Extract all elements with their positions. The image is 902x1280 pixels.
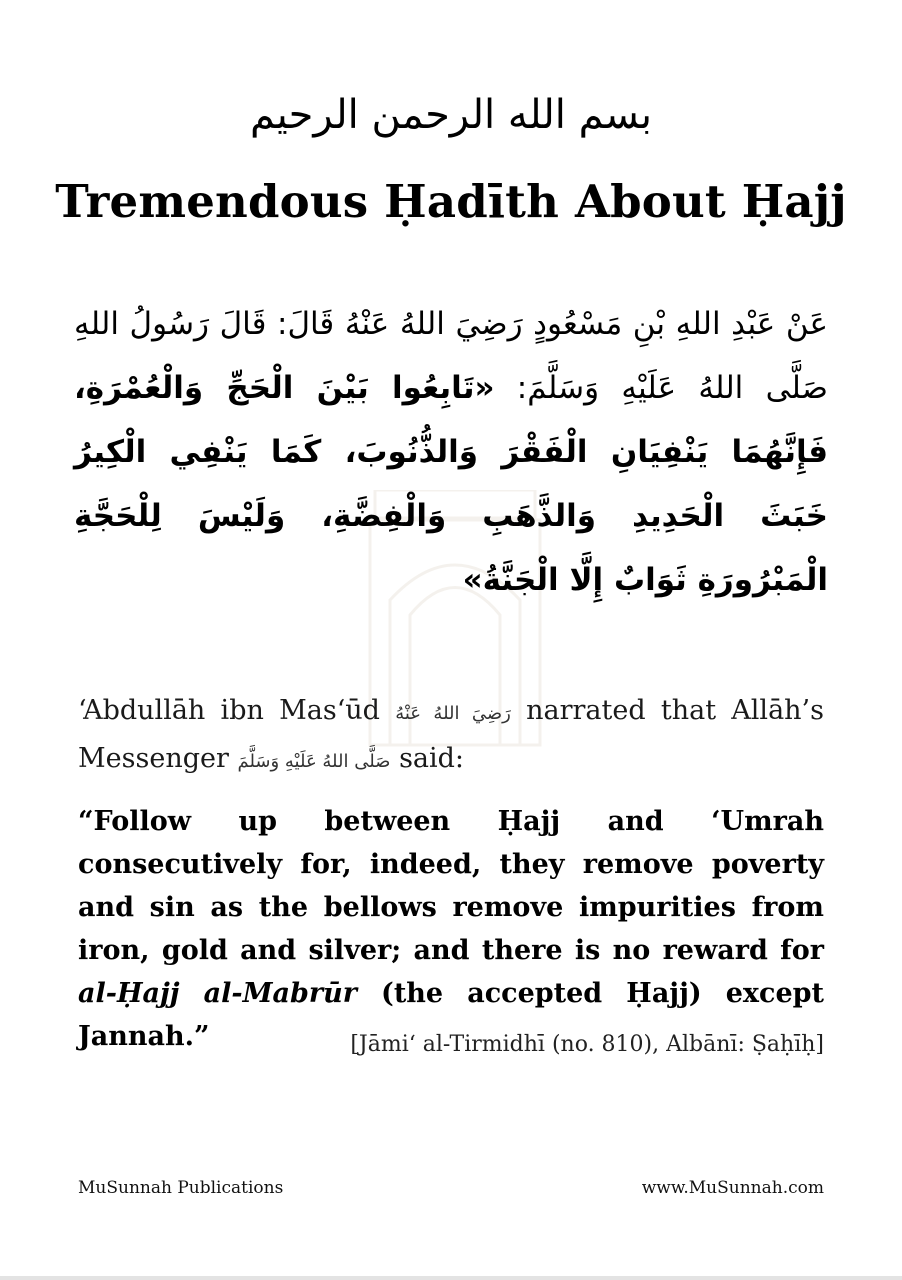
page-bottom-divider bbox=[0, 1276, 902, 1280]
hadith-text-part2: (the accepted Ḥajj) except Jannah.” bbox=[78, 978, 824, 1052]
said-text: said: bbox=[399, 743, 465, 774]
arabic-matn: «تَابِعُوا بَيْنَ الْحَجِّ وَالْعُمْرَةِ، فَإِنَّهُمَا يَنْفِيَانِ الْفَقْرَ وَالذُّنُوبَ، كَمَا يَنْفِي الْكِيرُ خَبَثَ الْحَدِيدِ وَالذَّهَبِ وَالْفِضَّةِ، وَلَيْسَ لِلْحَجَّةِ الْمَبْرُورَةِ ثَوَابٌ إِلَّا الْجَنَّةُ» bbox=[74, 370, 828, 598]
radiyallahu-anhu-honorific: رَضِيَ اللهُ عَنْهُ bbox=[395, 703, 511, 724]
narrator-text: ‘Abdullāh ibn Mas‘ūd bbox=[78, 695, 380, 726]
hadith-italic-term: al-Ḥajj al-Mabrūr bbox=[78, 978, 357, 1009]
page-title: Tremendous Ḥadīth About Ḥajj bbox=[55, 175, 847, 228]
messenger-text: narrated that Allāh’s Messenger bbox=[78, 695, 824, 774]
footer-website-link[interactable]: www.MuSunnah.com bbox=[641, 1178, 824, 1198]
arabic-isnad: عَنْ عَبْدِ اللهِ بْنِ مَسْعُودٍ رَضِيَ اللهُ عَنْهُ قَالَ: قَالَ رَسُولُ اللهِ صَلَّى اللهُ عَلَيْهِ وَسَلَّمَ: bbox=[74, 306, 828, 406]
basmala: بسم الله الرحمن الرحيم bbox=[249, 92, 653, 138]
footer-publisher: MuSunnah Publications bbox=[78, 1178, 284, 1198]
salallahu-alayhi-wasallam-honorific: صَلَّى اللهُ عَلَيْهِ وَسَلَّمَ bbox=[237, 751, 391, 772]
arabic-hadith-text bbox=[74, 292, 828, 612]
hadith-reference: [Jāmi‘ al-Tirmidhī (no. 810), Albānī: Ṣaḥīḥ] bbox=[350, 1032, 824, 1057]
narration-line bbox=[78, 688, 824, 784]
hadith-text-part1: “Follow up between Ḥajj and ‘Umrah consecutively for, indeed, they remove poverty and sin as the bellows remove impurities from iron, gold and silver; and there is no reward for bbox=[78, 806, 824, 966]
english-hadith-text bbox=[78, 800, 824, 1058]
